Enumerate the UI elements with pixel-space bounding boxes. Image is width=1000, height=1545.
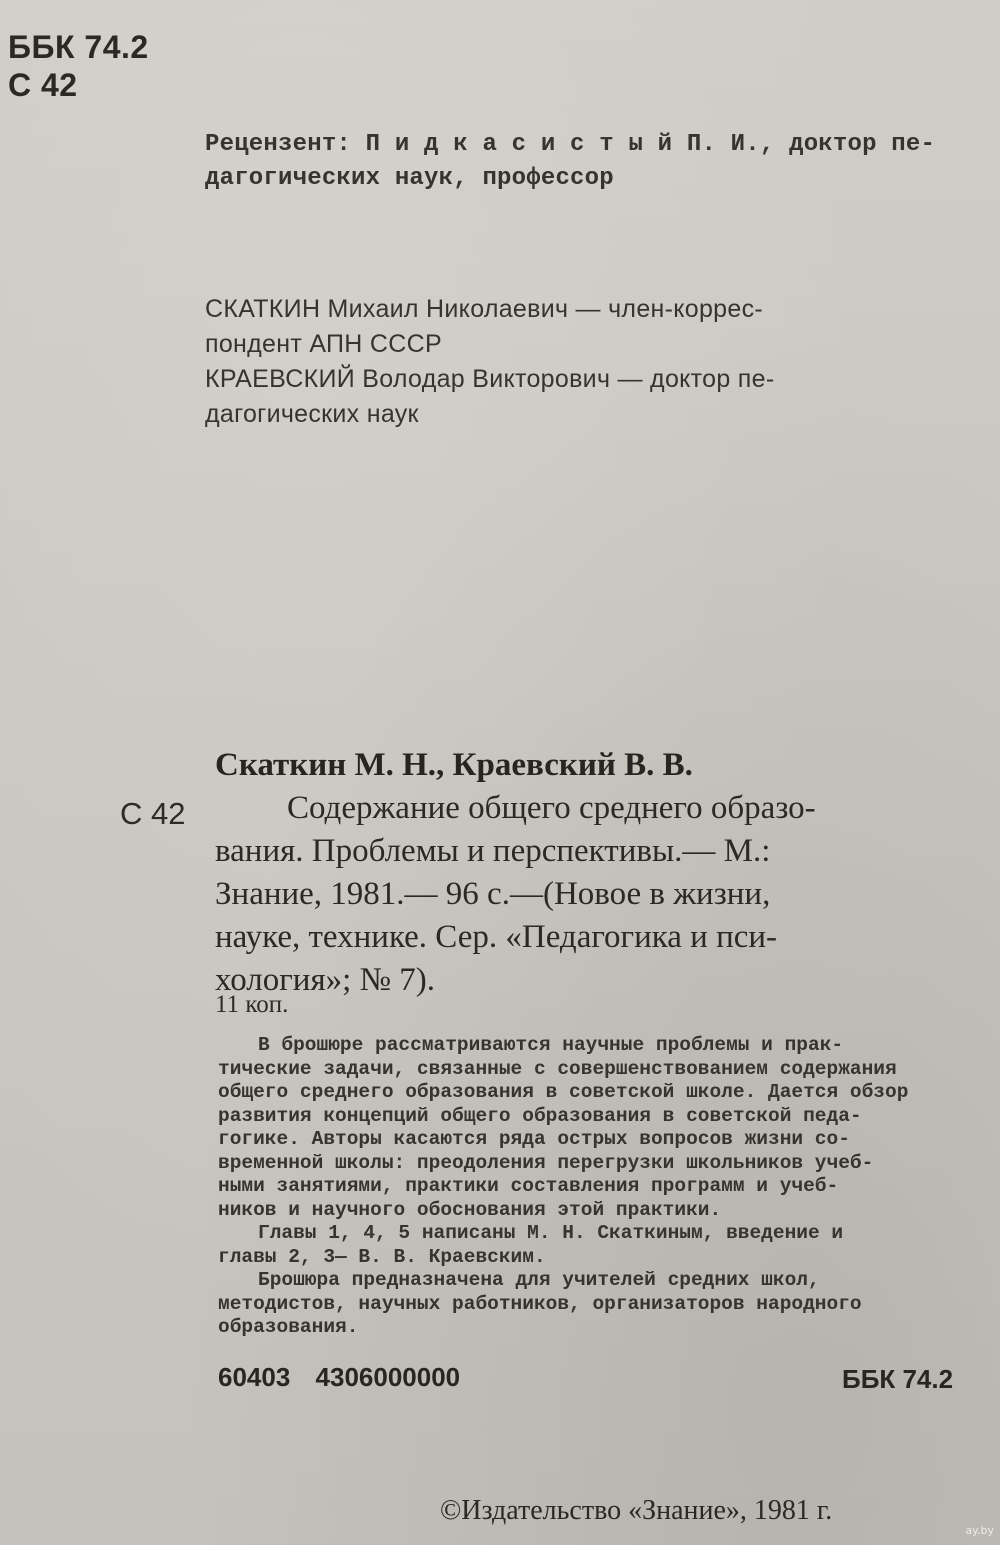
bibliographic-heading: Скаткин М. Н., Краевский В. В. <box>215 747 693 783</box>
author-line: дагогических наук <box>205 400 419 428</box>
annotation-line: тические задачи, связанные с совершенствованием содержания <box>218 1057 897 1080</box>
bbk-index-footer: ББК 74.2 <box>842 1364 954 1394</box>
publication-code: 60403 <box>218 1362 291 1392</box>
annotation-line: гогике. Авторы касаются ряда острых вопросов жизни со- <box>218 1128 850 1150</box>
annotation-line: образования. <box>218 1316 359 1338</box>
price: 11 коп. <box>215 991 289 1018</box>
annotation-line: общего среднего образования в советской школе. Дается обзор <box>218 1081 909 1103</box>
reviewer-note <box>205 128 935 196</box>
annotation-line: В брошюре рассматриваются научные проблемы и прак- <box>258 1034 844 1056</box>
description-line: Знание, 1981.— 96 с.—(Новое в жизни, <box>215 876 771 912</box>
author-line: КРАЕВСКИЙ Володар Викторович — доктор пе- <box>205 365 775 393</box>
annotation-line: развития концепций общего образования в советской педа- <box>218 1104 862 1127</box>
bbk-index: ББК 74.2 <box>8 29 149 65</box>
description-line: вания. Проблемы и перспективы.— М.: <box>215 833 771 869</box>
description-line: науке, технике. Сер. «Педагогика и пси- <box>215 919 778 955</box>
description-line: Содержание общего среднего образо- <box>287 790 816 826</box>
reviewer-line: Рецензент: П и д к а с и с т ы й П. И., доктор пе- <box>205 131 936 158</box>
annotation <box>218 1034 908 1340</box>
classification-block <box>8 28 149 104</box>
reviewer-line: дагогических наук, профессор <box>205 165 614 192</box>
authors-block <box>205 292 774 432</box>
author-line: СКАТКИН Михаил Николаевич — член-коррес- <box>205 295 764 323</box>
annotation-line: ников и научного обоснования этой практики. <box>218 1198 722 1221</box>
copyright-notice: ©Издательство «Знание», 1981 г. <box>440 1495 833 1526</box>
annotation-line: Главы 1, 4, 5 написаны М. Н. Скаткиным, введение и <box>258 1222 844 1244</box>
author-line: пондент АПН СССР <box>205 330 442 358</box>
annotation-line: Брошюра предназначена для учителей средних школ, <box>258 1269 820 1291</box>
author-mark: С 42 <box>8 67 78 103</box>
site-watermark: ay.by <box>965 1524 994 1537</box>
annotation-line: методистов, научных работников, организаторов народного <box>218 1292 862 1315</box>
bibliographic-description <box>215 787 816 1002</box>
description-line: хология»; № 7). <box>215 962 436 998</box>
annotation-line: главы 2, 3— В. В. Краевским. <box>218 1245 546 1268</box>
bibliographic-code: С 42 <box>120 796 186 831</box>
annotation-line: ными занятиями, практики составления программ и учеб- <box>218 1175 839 1197</box>
annotation-line: временной школы: преодоления перегрузки школьников учеб- <box>218 1151 874 1174</box>
publication-code: 4306000000 <box>315 1362 461 1392</box>
publication-codes <box>218 1362 460 1392</box>
